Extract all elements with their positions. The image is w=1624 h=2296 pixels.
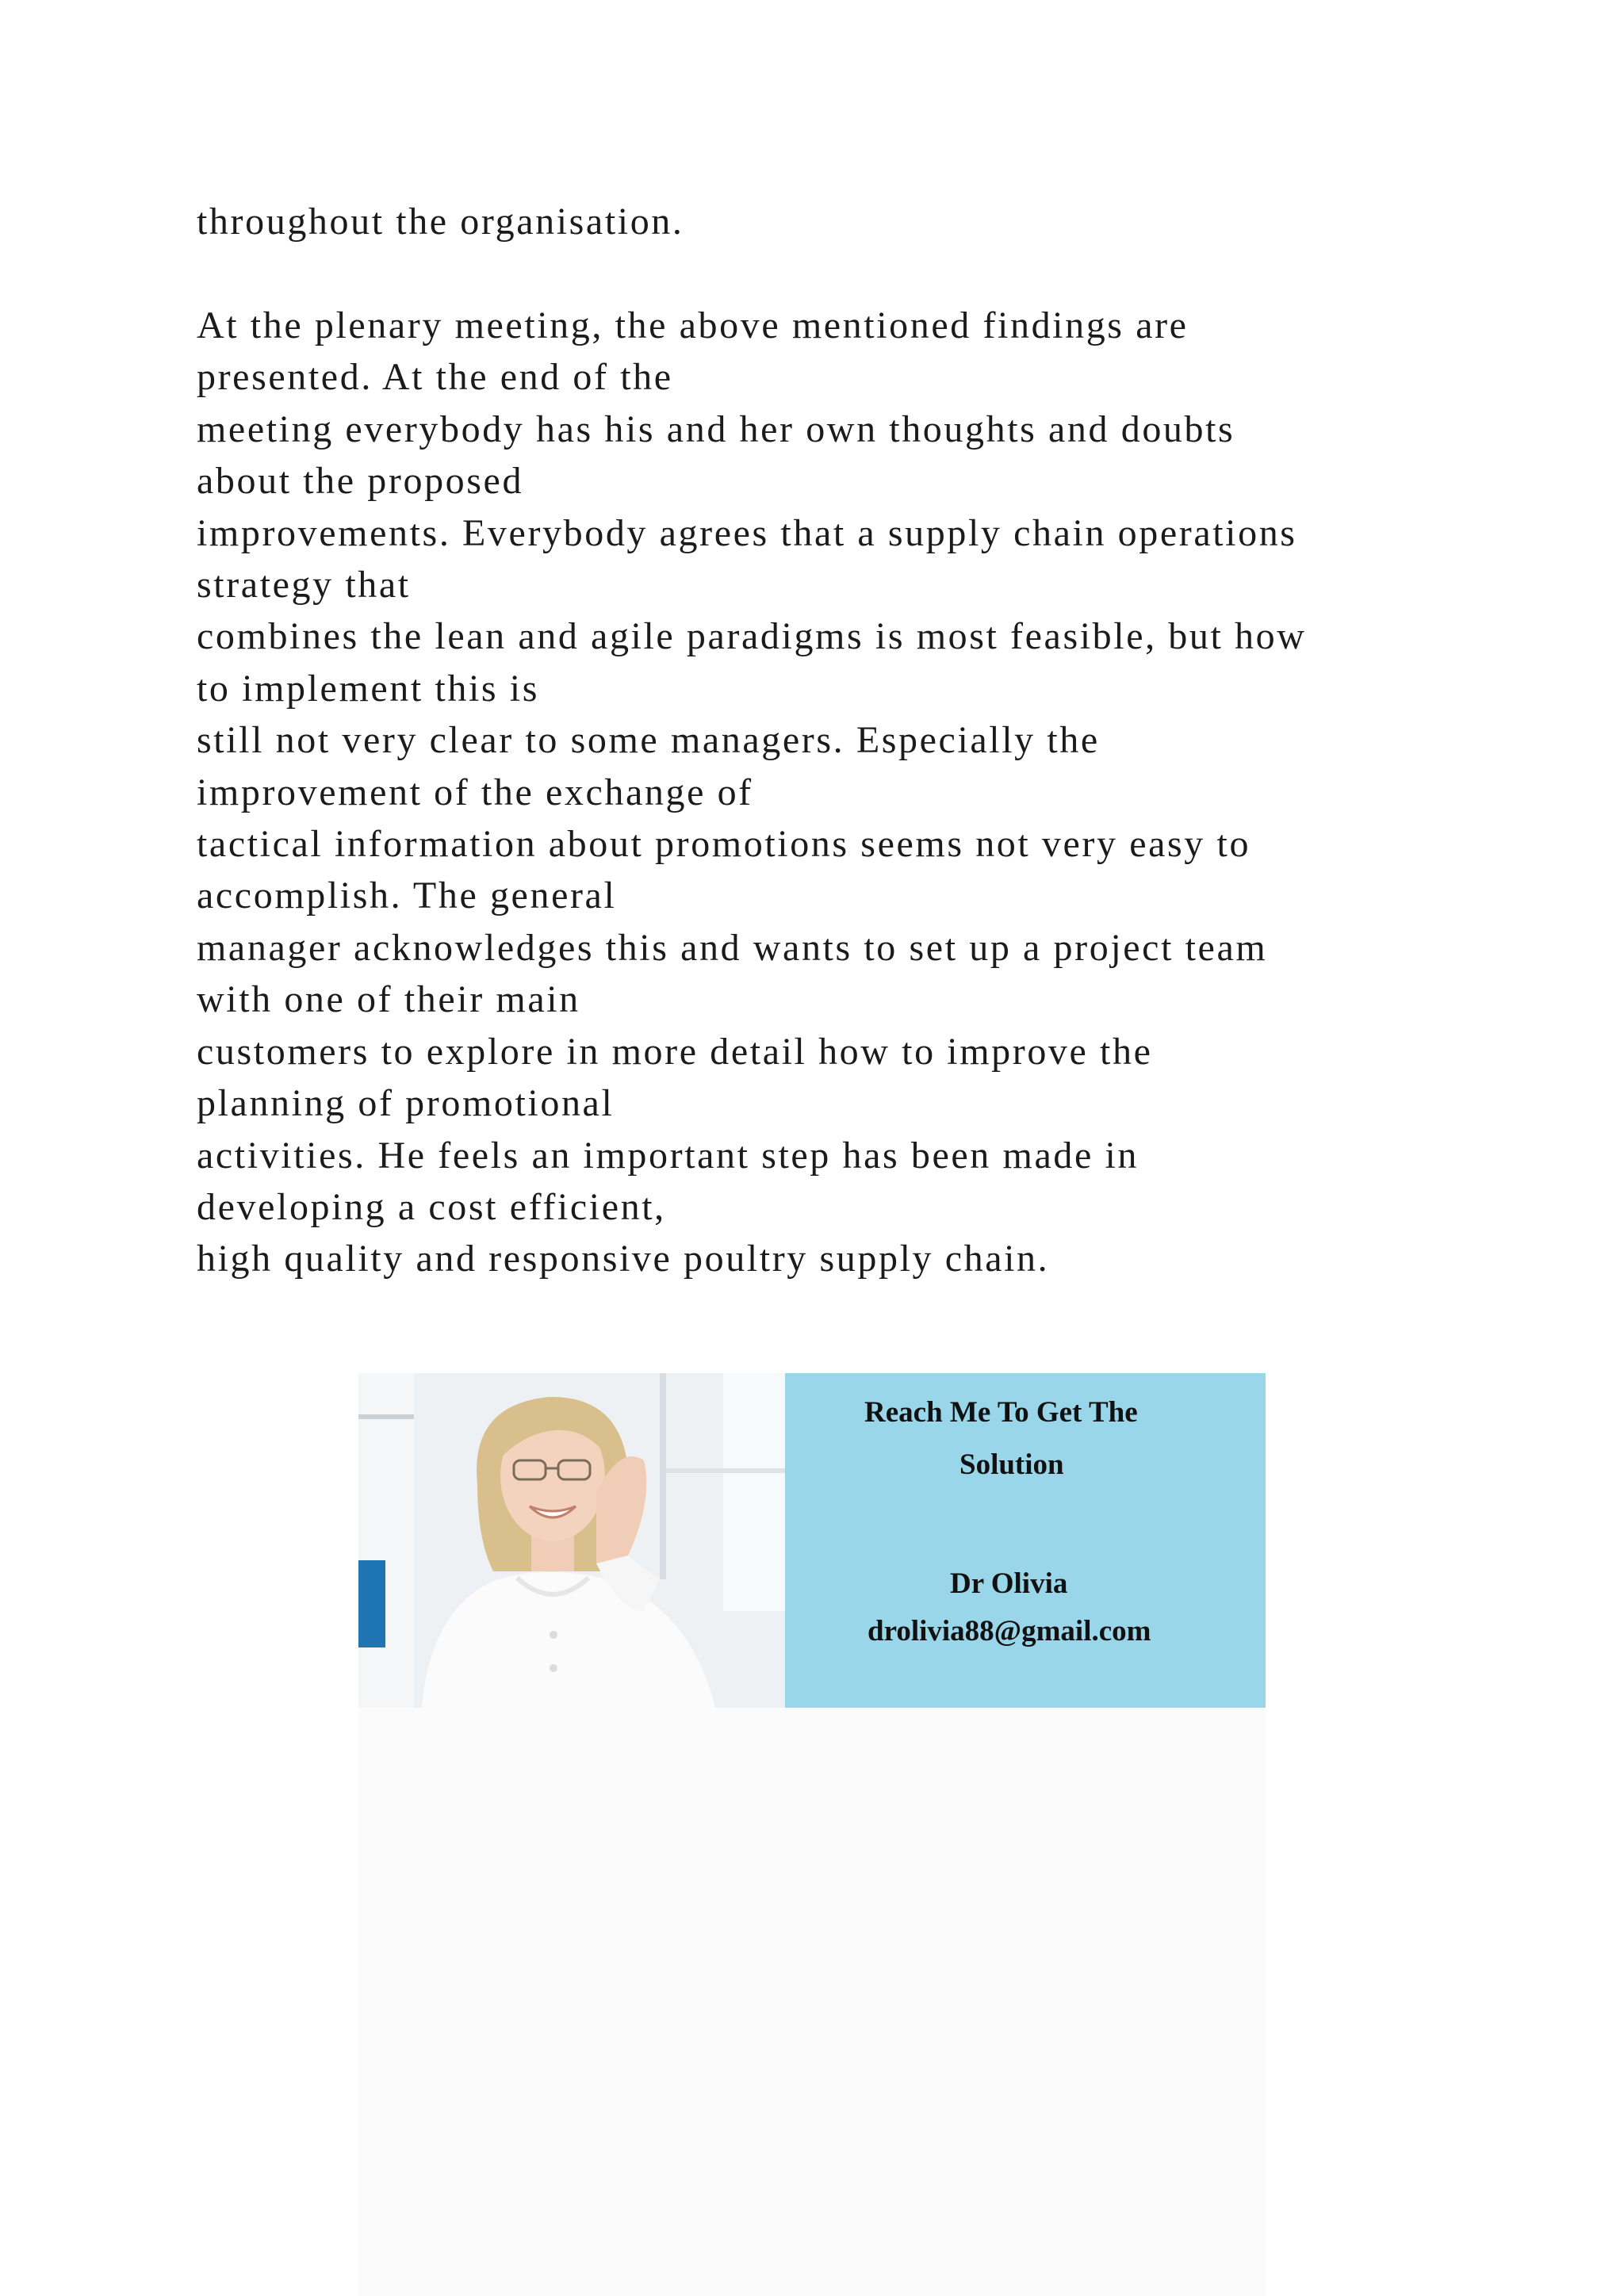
text-line: to implement this is xyxy=(197,667,539,710)
paragraph-1 xyxy=(197,196,1497,247)
card-heading-line-1: Reach Me To Get The xyxy=(864,1396,1138,1429)
text-line: activities. He feels an important step has been made in xyxy=(197,1134,1139,1177)
blank-image-area xyxy=(358,1708,1266,2296)
paragraph-2 xyxy=(197,300,1497,1285)
woman-photo xyxy=(358,1373,785,1708)
text-line: manager acknowledges this and wants to set up a project team xyxy=(197,926,1268,969)
text-line: strategy that xyxy=(197,564,411,607)
text-line: improvements. Everybody agrees that a supply chain operations xyxy=(197,511,1297,554)
text-line: still not very clear to some managers. Especially the xyxy=(197,719,1100,762)
text-line: with one of their main xyxy=(197,978,580,1021)
text-line: improvement of the exchange of xyxy=(197,771,753,813)
text-line: combines the lean and agile paradigms is most feasible, but how xyxy=(197,615,1307,658)
text-line: about the proposed xyxy=(197,460,524,503)
text-line: tactical information about promotions seems not very easy to xyxy=(197,823,1251,866)
contact-name: Dr Olivia xyxy=(950,1567,1068,1600)
text-line: high quality and responsive poultry supply chain. xyxy=(197,1238,1050,1280)
card-heading-line-2: Solution xyxy=(959,1448,1064,1481)
text-line: meeting everybody has his and her own thoughts and doubts xyxy=(197,408,1235,450)
text-line: At the plenary meeting, the above mentioned findings are xyxy=(197,304,1189,346)
text-line: planning of promotional xyxy=(197,1082,615,1125)
text-line: throughout the organisation. xyxy=(197,201,684,243)
contact-banner xyxy=(358,1373,1266,1708)
text-line: developing a cost efficient, xyxy=(197,1185,666,1228)
contact-card xyxy=(785,1373,1266,1708)
text-line: customers to explore in more detail how to improve the xyxy=(197,1030,1153,1073)
text-line: presented. At the end of the xyxy=(197,356,673,399)
text-line: accomplish. The general xyxy=(197,874,617,917)
woman-photo-illustration xyxy=(358,1373,785,1708)
contact-email[interactable]: drolivia88@gmail.com xyxy=(868,1615,1151,1647)
